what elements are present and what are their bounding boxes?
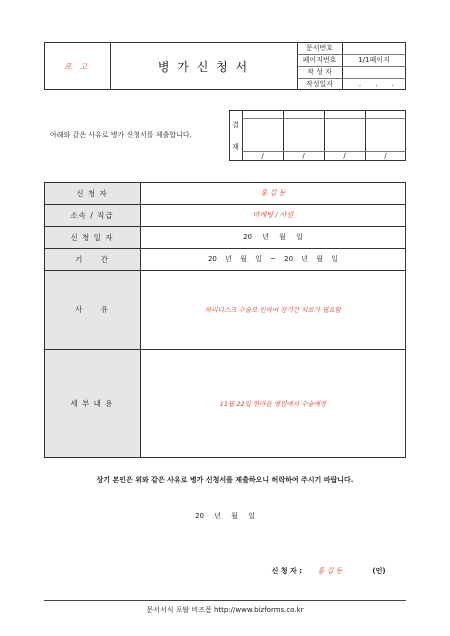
closing-date: 20 년 월 일 xyxy=(195,512,255,520)
row-label-request-date: 신 청 일 자 xyxy=(70,232,114,242)
row-label-applicant: 신 청 자 xyxy=(76,188,108,198)
row-value-applicant: 홍 길 동 xyxy=(260,189,286,197)
footer-text: 문서서식 포탈 비즈폼 http://www.bizforms.co.kr xyxy=(146,606,304,614)
footer-divider xyxy=(44,600,406,601)
applicant-name: 홍 길 동 xyxy=(317,567,343,575)
applicant-label: 신 청 자 : xyxy=(271,567,302,575)
approval-date-mark: / xyxy=(343,152,346,160)
meta-value-date: . . . xyxy=(358,80,400,88)
meta-value-author xyxy=(342,66,406,78)
meta-value-page-number: 1/1페이지 xyxy=(358,56,390,64)
approval-date-mark: / xyxy=(261,152,264,160)
meta-label-page-number: 페이지번호 xyxy=(302,56,337,64)
seal-mark: (인) xyxy=(372,567,386,575)
document-title: 병 가 신 청 서 xyxy=(157,59,250,74)
approval-label: 결 재 xyxy=(232,120,239,151)
row-value-reason: 하리디스크 수술로 인하여 장기간 치료가 필요함 xyxy=(205,306,341,314)
row-value-request-date: 20 년 월 일 xyxy=(243,233,303,241)
meta-value-doc-number xyxy=(342,42,406,54)
row-value-details: 11월 22일 한마음 병원에서 수술예정 xyxy=(219,400,327,408)
row-label-period: 기 간 xyxy=(75,254,109,264)
approval-statement: 아래와 같은 사유로 병가 신청서를 제출합니다. xyxy=(50,131,192,139)
row-label-details: 세 부 내 용 xyxy=(70,399,114,408)
logo-placeholder: 로 고 xyxy=(64,61,90,71)
row-label-reason: 사 유 xyxy=(75,305,109,314)
row-value-department: 마케팅 / 사원 xyxy=(252,211,294,219)
row-label-department: 소속 / 직급 xyxy=(70,210,114,220)
approval-date-mark: / xyxy=(384,152,387,160)
row-value-period: 20 년 월 일 ~ 20 년 월 일 xyxy=(207,255,339,263)
meta-label-date: 작성일자 xyxy=(305,80,334,88)
meta-label-author: 작 성 자 xyxy=(307,68,332,76)
meta-label-doc-number: 문서번호 xyxy=(305,44,334,52)
approval-date-mark: / xyxy=(302,152,305,160)
closing-statement: 상기 본인은 위와 같은 사유로 병가 신청서를 제출하오니 허락하여 주시기 바랍니다. xyxy=(96,476,354,484)
